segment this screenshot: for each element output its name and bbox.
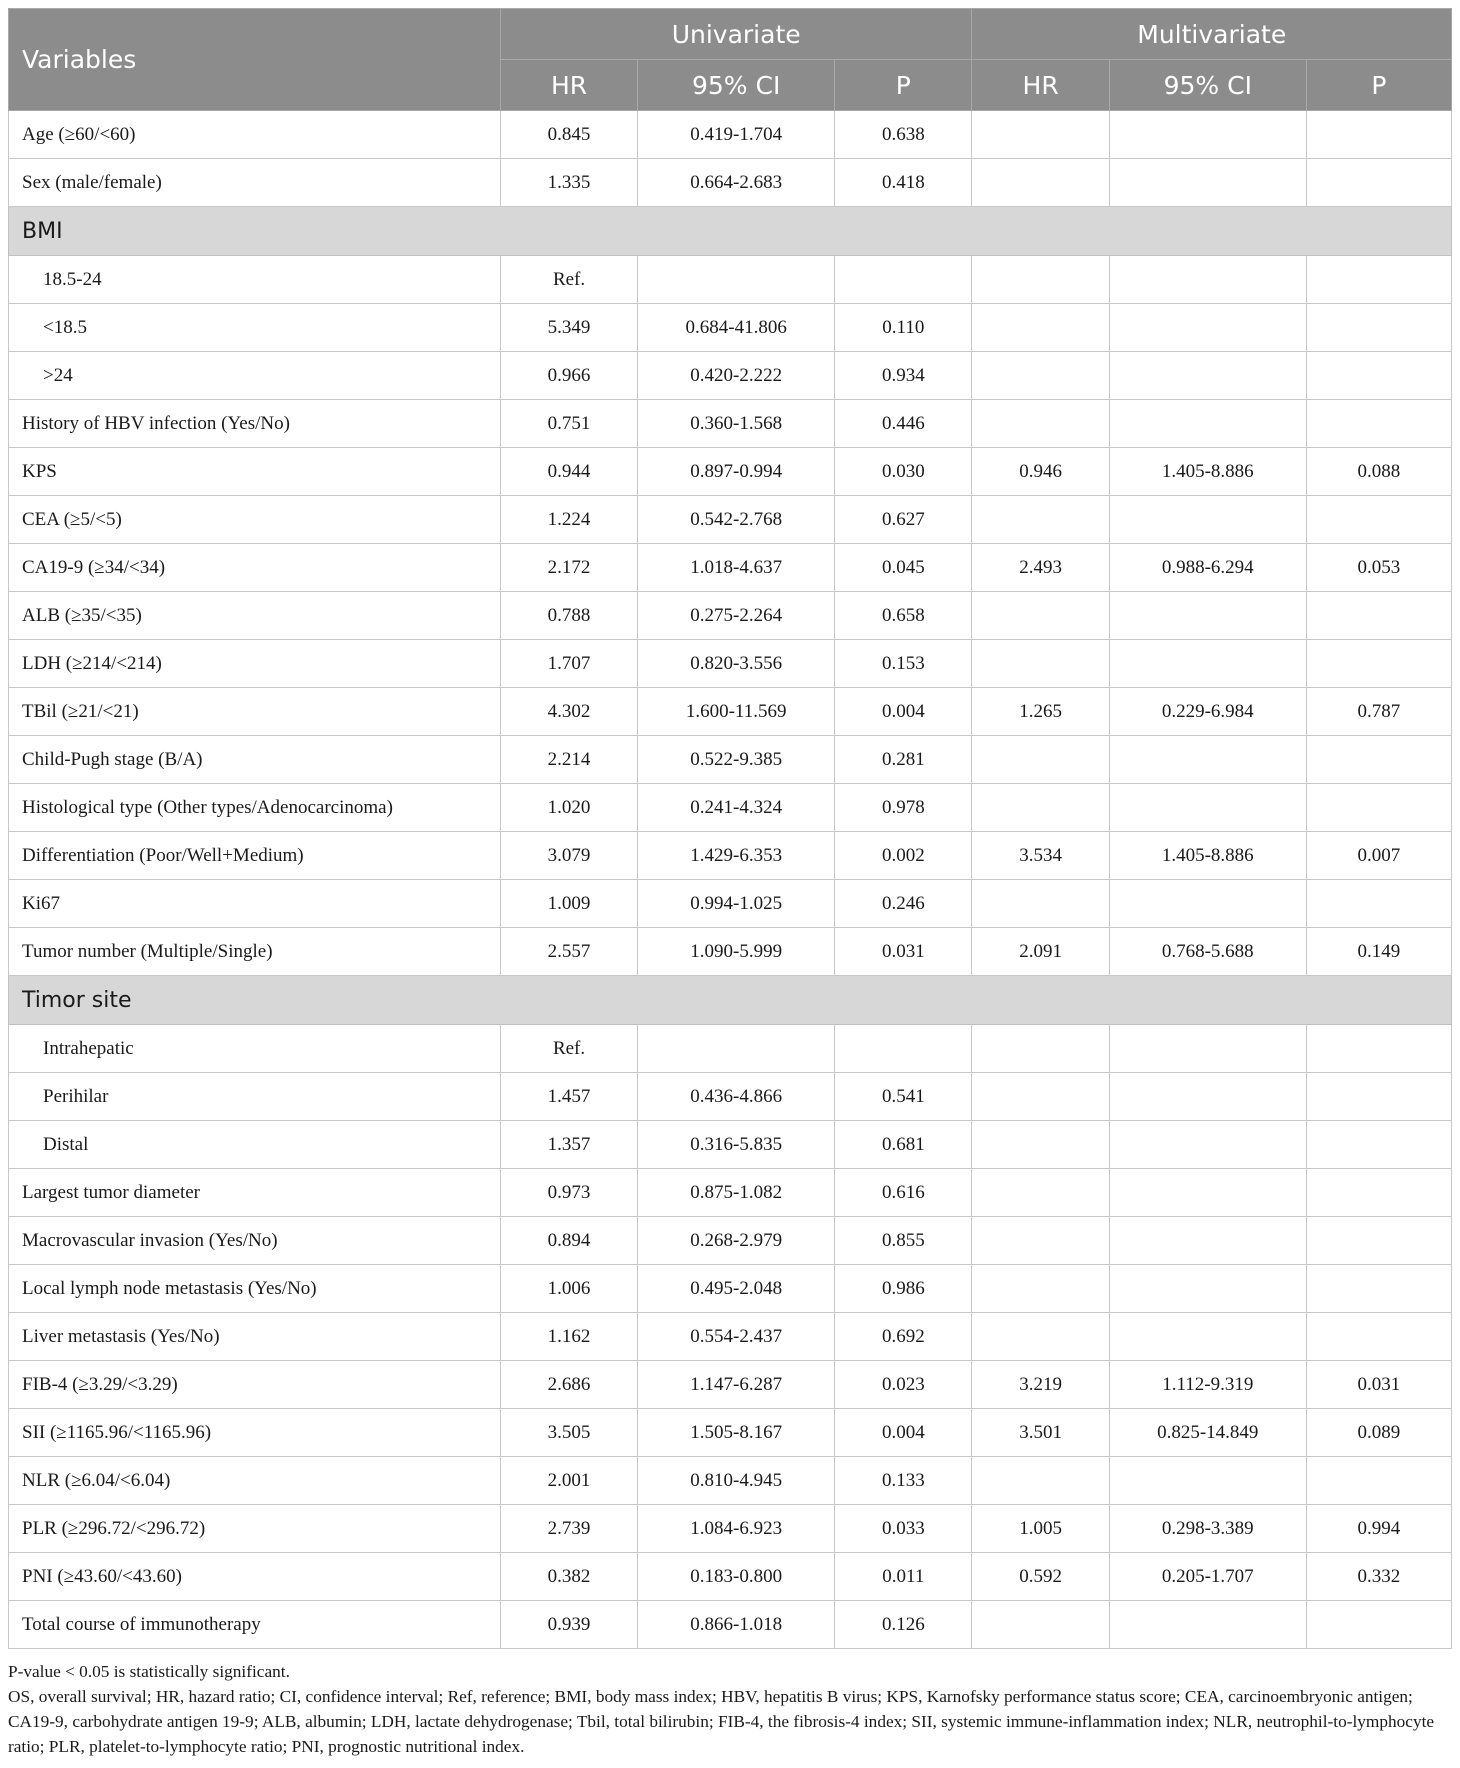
multi-p-cell (1306, 400, 1451, 448)
multi-p-cell (1306, 496, 1451, 544)
multi-p-cell (1306, 256, 1451, 304)
variable-label: Child-Pugh stage (B/A) (9, 736, 501, 784)
table-body (9, 111, 1452, 1649)
variable-label: Differentiation (Poor/Well+Medium) (9, 832, 501, 880)
variable-label: CA19-9 (≥34/<34) (9, 544, 501, 592)
table-row (9, 1073, 1452, 1121)
multi-p-cell (1306, 880, 1451, 928)
variable-label: NLR (≥6.04/<6.04) (9, 1457, 501, 1505)
uni-ci-cell: 0.275-2.264 (638, 592, 835, 640)
multi-ci-cell (1109, 784, 1306, 832)
uni-hr-cell: 0.973 (500, 1169, 637, 1217)
significance-note: P-value < 0.05 is statistically significant. (8, 1662, 290, 1681)
multi-p-cell (1306, 736, 1451, 784)
uni-p-cell: 0.978 (835, 784, 972, 832)
uni-p-cell: 0.638 (835, 111, 972, 159)
multi-hr-cell: 1.005 (972, 1505, 1109, 1553)
variables-header: Variables (9, 9, 501, 111)
multi-hr-cell (972, 400, 1109, 448)
uni-ci-cell: 1.090-5.999 (638, 928, 835, 976)
variable-label: <18.5 (9, 304, 501, 352)
multi-p-cell (1306, 304, 1451, 352)
multi-ci-cell (1109, 159, 1306, 207)
multi-hr-cell (972, 592, 1109, 640)
uni-hr-cell: Ref. (500, 1025, 637, 1073)
table-row (9, 544, 1452, 592)
multi-p-cell (1306, 1169, 1451, 1217)
uni-p-cell: 0.658 (835, 592, 972, 640)
table-row (9, 784, 1452, 832)
table-row (9, 1601, 1452, 1649)
uni-hr-cell: 3.505 (500, 1409, 637, 1457)
multi-hr-cell: 2.091 (972, 928, 1109, 976)
uni-p-cell: 0.281 (835, 736, 972, 784)
multi-p-cell (1306, 159, 1451, 207)
multi-ci-cell (1109, 400, 1306, 448)
multi-ci-cell (1109, 1265, 1306, 1313)
uni-ci-cell: 0.866-1.018 (638, 1601, 835, 1649)
uni-ci-cell: 0.522-9.385 (638, 736, 835, 784)
uni-ci-cell: 0.420-2.222 (638, 352, 835, 400)
multi-p-cell (1306, 1313, 1451, 1361)
uni-p-cell: 0.616 (835, 1169, 972, 1217)
multi-hr-cell (972, 784, 1109, 832)
univariate-header: Univariate (500, 9, 972, 60)
uni-ci-header: 95% CI (638, 60, 835, 111)
cox-regression-table (8, 8, 1452, 1649)
variable-label: SII (≥1165.96/<1165.96) (9, 1409, 501, 1457)
uni-hr-cell: 2.739 (500, 1505, 637, 1553)
multi-hr-cell (972, 1121, 1109, 1169)
uni-hr-cell: 0.382 (500, 1553, 637, 1601)
table-row (9, 111, 1452, 159)
variable-label: Ki67 (9, 880, 501, 928)
table-row (9, 640, 1452, 688)
table-row (9, 1313, 1452, 1361)
uni-ci-cell: 0.554-2.437 (638, 1313, 835, 1361)
variable-label: Local lymph node metastasis (Yes/No) (9, 1265, 501, 1313)
table-footnotes (8, 1659, 1452, 1759)
uni-p-cell: 0.627 (835, 496, 972, 544)
table-row (9, 736, 1452, 784)
uni-p-cell: 0.246 (835, 880, 972, 928)
multi-hr-cell: 3.219 (972, 1361, 1109, 1409)
uni-hr-cell: 3.079 (500, 832, 637, 880)
multi-hr-cell (972, 1601, 1109, 1649)
uni-ci-cell (638, 256, 835, 304)
multi-ci-cell: 0.825-14.849 (1109, 1409, 1306, 1457)
multi-hr-cell (972, 1265, 1109, 1313)
multi-hr-cell (972, 1313, 1109, 1361)
table-row (9, 159, 1452, 207)
multi-p-cell (1306, 111, 1451, 159)
uni-hr-cell: 0.894 (500, 1217, 637, 1265)
uni-hr-cell: 0.788 (500, 592, 637, 640)
multi-ci-cell: 0.205-1.707 (1109, 1553, 1306, 1601)
multi-hr-cell (972, 1457, 1109, 1505)
variable-label: Perihilar (9, 1073, 501, 1121)
variable-label: 18.5-24 (9, 256, 501, 304)
multi-ci-cell (1109, 256, 1306, 304)
table-row (9, 1505, 1452, 1553)
uni-ci-cell: 1.018-4.637 (638, 544, 835, 592)
table-row (9, 400, 1452, 448)
multi-ci-cell (1109, 1073, 1306, 1121)
multi-p-cell: 0.007 (1306, 832, 1451, 880)
uni-p-cell: 0.934 (835, 352, 972, 400)
multi-hr-cell: 2.493 (972, 544, 1109, 592)
uni-ci-cell: 0.820-3.556 (638, 640, 835, 688)
multi-ci-cell: 1.405-8.886 (1109, 448, 1306, 496)
uni-p-cell: 0.045 (835, 544, 972, 592)
multi-hr-cell: 1.265 (972, 688, 1109, 736)
uni-p-cell (835, 256, 972, 304)
multi-p-cell: 0.031 (1306, 1361, 1451, 1409)
multi-hr-cell: 3.534 (972, 832, 1109, 880)
uni-p-cell: 0.541 (835, 1073, 972, 1121)
uni-hr-cell: 1.335 (500, 159, 637, 207)
uni-p-cell: 0.855 (835, 1217, 972, 1265)
uni-ci-cell: 0.495-2.048 (638, 1265, 835, 1313)
uni-ci-cell: 0.542-2.768 (638, 496, 835, 544)
uni-hr-cell: 1.224 (500, 496, 637, 544)
uni-p-cell (835, 1025, 972, 1073)
multi-p-cell (1306, 592, 1451, 640)
multi-p-cell (1306, 1073, 1451, 1121)
uni-ci-cell (638, 1025, 835, 1073)
uni-hr-cell: 0.845 (500, 111, 637, 159)
variable-label: Sex (male/female) (9, 159, 501, 207)
uni-ci-cell: 0.664-2.683 (638, 159, 835, 207)
uni-p-header: P (835, 60, 972, 111)
uni-hr-cell: 2.686 (500, 1361, 637, 1409)
variable-label: Total course of immunotherapy (9, 1601, 501, 1649)
uni-hr-cell: 4.302 (500, 688, 637, 736)
uni-p-cell: 0.011 (835, 1553, 972, 1601)
uni-ci-cell: 0.183-0.800 (638, 1553, 835, 1601)
group-label: Timor site (9, 976, 1452, 1025)
multi-hr-cell (972, 640, 1109, 688)
table-row (9, 928, 1452, 976)
multi-hr-cell (972, 159, 1109, 207)
uni-p-cell: 0.133 (835, 1457, 972, 1505)
multi-ci-cell (1109, 1313, 1306, 1361)
multi-p-cell (1306, 640, 1451, 688)
uni-hr-cell: 5.349 (500, 304, 637, 352)
uni-hr-cell: 2.172 (500, 544, 637, 592)
multi-hr-cell (972, 304, 1109, 352)
group-row (9, 976, 1452, 1025)
uni-ci-cell: 1.084-6.923 (638, 1505, 835, 1553)
multi-p-cell: 0.994 (1306, 1505, 1451, 1553)
multi-p-cell (1306, 1265, 1451, 1313)
uni-p-cell: 0.030 (835, 448, 972, 496)
variable-label: Tumor number (Multiple/Single) (9, 928, 501, 976)
multi-p-cell: 0.332 (1306, 1553, 1451, 1601)
multi-ci-cell (1109, 352, 1306, 400)
multi-ci-cell: 0.768-5.688 (1109, 928, 1306, 976)
table-row (9, 1169, 1452, 1217)
table-container (8, 8, 1452, 1759)
multi-p-cell (1306, 1121, 1451, 1169)
multi-hr-cell (972, 111, 1109, 159)
uni-hr-cell: 1.162 (500, 1313, 637, 1361)
variable-label: FIB-4 (≥3.29/<3.29) (9, 1361, 501, 1409)
multi-hr-cell (972, 256, 1109, 304)
uni-ci-cell: 0.684-41.806 (638, 304, 835, 352)
multi-hr-cell (972, 1073, 1109, 1121)
uni-ci-cell: 0.241-4.324 (638, 784, 835, 832)
multi-p-cell: 0.149 (1306, 928, 1451, 976)
multi-p-cell: 0.088 (1306, 448, 1451, 496)
multi-ci-cell (1109, 111, 1306, 159)
uni-hr-cell: 1.006 (500, 1265, 637, 1313)
uni-p-cell: 0.023 (835, 1361, 972, 1409)
uni-p-cell: 0.692 (835, 1313, 972, 1361)
variable-label: Liver metastasis (Yes/No) (9, 1313, 501, 1361)
uni-ci-cell: 0.810-4.945 (638, 1457, 835, 1505)
variable-label: PNI (≥43.60/<43.60) (9, 1553, 501, 1601)
uni-p-cell: 0.033 (835, 1505, 972, 1553)
multi-hr-header: HR (972, 60, 1109, 111)
abbreviations-note: OS, overall survival; HR, hazard ratio; CI, confidence interval; Ref, reference; BMI, body mass index; HBV, hepatitis B virus; KPS, Karnofsky performance status score; CEA, carcinoembryonic antigen; CA19-9, carbohydrate antigen 19-9; ALB, albumin; LDH, lactate dehydrogenase; Tbil, total bilirubin; FIB-4, the fibrosis-4 index; SII, systemic immune-inflammation index; NLR, neutrophil-to-lymphocyte ratio; PLR, platelet-to-lymphocyte ratio; PNI, prognostic nutritional index. (8, 1687, 1435, 1756)
variable-label: PLR (≥296.72/<296.72) (9, 1505, 501, 1553)
multi-ci-cell (1109, 640, 1306, 688)
table-row (9, 880, 1452, 928)
multi-ci-cell: 0.298-3.389 (1109, 1505, 1306, 1553)
uni-ci-cell: 0.316-5.835 (638, 1121, 835, 1169)
uni-ci-cell: 0.360-1.568 (638, 400, 835, 448)
uni-hr-cell: Ref. (500, 256, 637, 304)
variable-label: Macrovascular invasion (Yes/No) (9, 1217, 501, 1265)
multi-ci-cell (1109, 736, 1306, 784)
table-row (9, 832, 1452, 880)
table-row (9, 1457, 1452, 1505)
variable-label: >24 (9, 352, 501, 400)
multi-p-header: P (1306, 60, 1451, 111)
multi-ci-cell (1109, 1457, 1306, 1505)
table-row (9, 256, 1452, 304)
multivariate-header: Multivariate (972, 9, 1452, 60)
multi-ci-header: 95% CI (1109, 60, 1306, 111)
table-row (9, 592, 1452, 640)
uni-ci-cell: 0.994-1.025 (638, 880, 835, 928)
uni-hr-cell: 1.009 (500, 880, 637, 928)
table-row (9, 1265, 1452, 1313)
table-row (9, 496, 1452, 544)
uni-hr-cell: 1.707 (500, 640, 637, 688)
variable-label: ALB (≥35/<35) (9, 592, 501, 640)
uni-hr-cell: 1.020 (500, 784, 637, 832)
multi-p-cell (1306, 1601, 1451, 1649)
variable-label: LDH (≥214/<214) (9, 640, 501, 688)
multi-hr-cell (972, 1169, 1109, 1217)
uni-p-cell: 0.418 (835, 159, 972, 207)
multi-ci-cell (1109, 592, 1306, 640)
uni-hr-cell: 0.751 (500, 400, 637, 448)
uni-p-cell: 0.004 (835, 1409, 972, 1457)
variable-label: Histological type (Other types/Adenocarcinoma) (9, 784, 501, 832)
multi-hr-cell (972, 352, 1109, 400)
uni-hr-cell: 2.557 (500, 928, 637, 976)
multi-ci-cell (1109, 1601, 1306, 1649)
variable-label: Largest tumor diameter (9, 1169, 501, 1217)
uni-ci-cell: 0.875-1.082 (638, 1169, 835, 1217)
multi-ci-cell (1109, 880, 1306, 928)
group-label: BMI (9, 207, 1452, 256)
variable-label: TBil (≥21/<21) (9, 688, 501, 736)
uni-ci-cell: 0.436-4.866 (638, 1073, 835, 1121)
group-row (9, 207, 1452, 256)
table-row (9, 1121, 1452, 1169)
variable-label: Intrahepatic (9, 1025, 501, 1073)
multi-hr-cell (972, 1025, 1109, 1073)
multi-ci-cell: 0.988-6.294 (1109, 544, 1306, 592)
multi-hr-cell: 0.946 (972, 448, 1109, 496)
table-row (9, 448, 1452, 496)
variable-label: Distal (9, 1121, 501, 1169)
multi-p-cell (1306, 784, 1451, 832)
variable-label: CEA (≥5/<5) (9, 496, 501, 544)
table-row (9, 1409, 1452, 1457)
multi-hr-cell (972, 880, 1109, 928)
variable-label: KPS (9, 448, 501, 496)
multi-p-cell (1306, 352, 1451, 400)
table-row (9, 1217, 1452, 1265)
multi-p-cell: 0.089 (1306, 1409, 1451, 1457)
uni-ci-cell: 0.419-1.704 (638, 111, 835, 159)
uni-hr-cell: 2.001 (500, 1457, 637, 1505)
uni-hr-cell: 0.966 (500, 352, 637, 400)
multi-ci-cell (1109, 496, 1306, 544)
uni-hr-cell: 2.214 (500, 736, 637, 784)
multi-p-cell: 0.787 (1306, 688, 1451, 736)
uni-hr-cell: 1.457 (500, 1073, 637, 1121)
multi-ci-cell (1109, 1217, 1306, 1265)
multi-p-cell (1306, 1025, 1451, 1073)
uni-ci-cell: 0.897-0.994 (638, 448, 835, 496)
uni-hr-cell: 0.939 (500, 1601, 637, 1649)
multi-p-cell: 0.053 (1306, 544, 1451, 592)
multi-ci-cell: 1.405-8.886 (1109, 832, 1306, 880)
uni-p-cell: 0.681 (835, 1121, 972, 1169)
uni-p-cell: 0.126 (835, 1601, 972, 1649)
multi-hr-cell (972, 736, 1109, 784)
uni-p-cell: 0.446 (835, 400, 972, 448)
uni-ci-cell: 0.268-2.979 (638, 1217, 835, 1265)
multi-ci-cell (1109, 1121, 1306, 1169)
table-row (9, 1361, 1452, 1409)
multi-hr-cell: 0.592 (972, 1553, 1109, 1601)
uni-hr-cell: 1.357 (500, 1121, 637, 1169)
uni-hr-cell: 0.944 (500, 448, 637, 496)
uni-p-cell: 0.153 (835, 640, 972, 688)
uni-hr-header: HR (500, 60, 637, 111)
variable-label: Age (≥60/<60) (9, 111, 501, 159)
uni-ci-cell: 1.505-8.167 (638, 1409, 835, 1457)
uni-ci-cell: 1.429-6.353 (638, 832, 835, 880)
table-row (9, 304, 1452, 352)
multi-hr-cell (972, 496, 1109, 544)
multi-ci-cell: 1.112-9.319 (1109, 1361, 1306, 1409)
uni-ci-cell: 1.600-11.569 (638, 688, 835, 736)
variable-label: History of HBV infection (Yes/No) (9, 400, 501, 448)
table-row (9, 688, 1452, 736)
uni-p-cell: 0.110 (835, 304, 972, 352)
multi-hr-cell (972, 1217, 1109, 1265)
multi-ci-cell (1109, 1025, 1306, 1073)
uni-p-cell: 0.031 (835, 928, 972, 976)
uni-p-cell: 0.986 (835, 1265, 972, 1313)
multi-p-cell (1306, 1457, 1451, 1505)
uni-p-cell: 0.002 (835, 832, 972, 880)
table-row (9, 1553, 1452, 1601)
multi-hr-cell: 3.501 (972, 1409, 1109, 1457)
multi-ci-cell (1109, 1169, 1306, 1217)
table-row (9, 352, 1452, 400)
multi-ci-cell: 0.229-6.984 (1109, 688, 1306, 736)
multi-p-cell (1306, 1217, 1451, 1265)
multi-ci-cell (1109, 304, 1306, 352)
uni-p-cell: 0.004 (835, 688, 972, 736)
table-row (9, 1025, 1452, 1073)
uni-ci-cell: 1.147-6.287 (638, 1361, 835, 1409)
